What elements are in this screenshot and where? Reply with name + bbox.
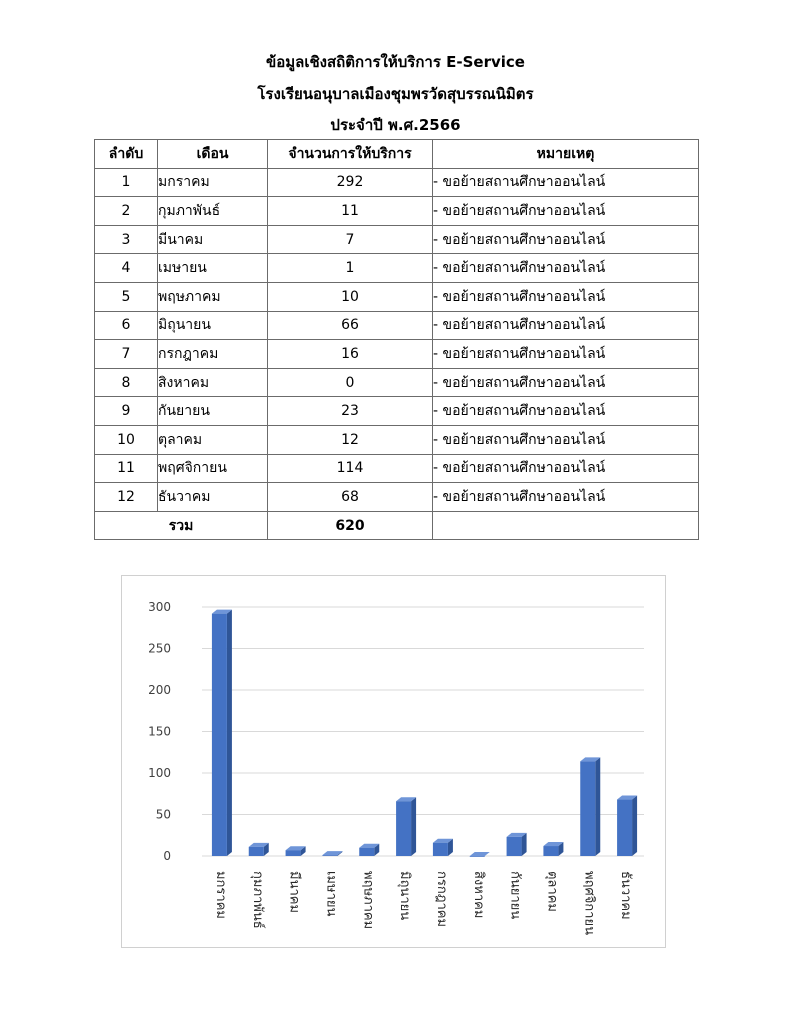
row-month: กันยายน [158, 397, 268, 426]
row-count: 10 [268, 282, 433, 311]
table-row [95, 225, 699, 254]
table-header-row [95, 140, 699, 169]
total-label: รวม [95, 511, 268, 540]
bar-side [522, 833, 527, 856]
row-note: - ขอย้ายสถานศึกษาออนไลน์ [433, 483, 699, 512]
row-month: พฤศจิกายน [158, 454, 268, 483]
row-number: 4 [95, 254, 158, 283]
y-tick-label: 300 [148, 600, 171, 614]
bar [470, 856, 485, 857]
row-count: 7 [268, 225, 433, 254]
column-header-month: เดือน [158, 140, 268, 169]
table-row [95, 483, 699, 512]
bar [286, 850, 301, 856]
row-number: 3 [95, 225, 158, 254]
bar [433, 843, 448, 856]
table-body [95, 168, 699, 511]
column-header-note: หมายเหตุ [433, 140, 699, 169]
x-tick-label: กุมภาพันธ์ [249, 871, 265, 929]
x-tick-label: สิงหาคม [470, 871, 486, 919]
row-number: 7 [95, 340, 158, 369]
bar-side [227, 610, 232, 856]
row-month: กรกฎาคม [158, 340, 268, 369]
x-tick-label: เมษายน [323, 871, 339, 917]
row-month: ธันวาคม [158, 483, 268, 512]
table-row [95, 425, 699, 454]
bar [507, 837, 522, 856]
table-row [95, 254, 699, 283]
table-row [95, 282, 699, 311]
x-tick-label: ตุลาคม [544, 871, 560, 912]
row-number: 9 [95, 397, 158, 426]
column-header-number: ลำดับ [95, 140, 158, 169]
row-count: 23 [268, 397, 433, 426]
row-note: - ขอย้ายสถานศึกษาออนไลน์ [433, 282, 699, 311]
y-tick-label: 250 [148, 641, 171, 656]
column-header-count: จำนวนการให้บริการ [268, 140, 433, 169]
row-note: - ขอย้ายสถานศึกษาออนไลน์ [433, 311, 699, 340]
total-row [95, 511, 699, 540]
report-title: ข้อมูลเชิงสถิติการให้บริการ E-Service [266, 53, 525, 71]
row-month: มีนาคม [158, 225, 268, 254]
y-tick-label: 150 [148, 724, 171, 739]
chart-canvas [122, 576, 665, 947]
row-count: 66 [268, 311, 433, 340]
row-month: กุมภาพันธ์ [158, 197, 268, 226]
y-tick-label: 200 [148, 683, 171, 697]
report-year: ประจำปี พ.ศ.2566 [330, 116, 461, 134]
row-count: 16 [268, 340, 433, 369]
x-tick-label: พฤศจิกายน [581, 871, 597, 935]
x-tick-label: มกราคม [212, 871, 228, 919]
row-month: ตุลาคม [158, 425, 268, 454]
row-month: มิถุนายน [158, 311, 268, 340]
row-count: 114 [268, 454, 433, 483]
table-row [95, 397, 699, 426]
table-row [95, 368, 699, 397]
row-note: - ขอย้ายสถานศึกษาออนไลน์ [433, 454, 699, 483]
row-note: - ขอย้ายสถานศึกษาออนไลน์ [433, 254, 699, 283]
bar [359, 848, 374, 856]
row-number: 12 [95, 483, 158, 512]
row-note: - ขอย้ายสถานศึกษาออนไลน์ [433, 340, 699, 369]
row-note: - ขอย้ายสถานศึกษาออนไลน์ [433, 197, 699, 226]
bar [617, 800, 632, 856]
row-note: - ขอย้ายสถานศึกษาออนไลน์ [433, 168, 699, 197]
x-tick-label: กันยายน [507, 871, 523, 920]
row-count: 68 [268, 483, 433, 512]
row-month: สิงหาคม [158, 368, 268, 397]
row-note: - ขอย้ายสถานศึกษาออนไลน์ [433, 397, 699, 426]
bar [249, 847, 264, 856]
x-tick-label: ธันวาคม [618, 871, 634, 920]
row-number: 11 [95, 454, 158, 483]
row-number: 5 [95, 282, 158, 311]
total-note-cell [433, 511, 699, 540]
row-number: 1 [95, 168, 158, 197]
table-row [95, 340, 699, 369]
table-row [95, 454, 699, 483]
bar-top [470, 852, 490, 856]
x-tick-label: พฤษภาคม [360, 871, 376, 930]
y-tick-label: 0 [163, 849, 171, 863]
row-count: 12 [268, 425, 433, 454]
bar [322, 855, 337, 856]
row-month: มกราคม [158, 168, 268, 197]
row-month: เมษายน [158, 254, 268, 283]
x-tick-label: มีนาคม [286, 871, 302, 914]
row-number: 6 [95, 311, 158, 340]
row-number: 2 [95, 197, 158, 226]
bar [543, 846, 558, 856]
row-note: - ขอย้ายสถานศึกษาออนไลน์ [433, 225, 699, 254]
row-count: 11 [268, 197, 433, 226]
y-tick-label: 100 [148, 766, 171, 780]
bar-side [411, 797, 416, 856]
bar-side [595, 757, 600, 856]
table-row [95, 168, 699, 197]
x-tick-label: มิถุนายน [397, 871, 413, 921]
total-value: 620 [268, 511, 433, 540]
bar-side [632, 796, 637, 856]
row-note: - ขอย้ายสถานศึกษาออนไลน์ [433, 368, 699, 397]
row-count: 1 [268, 254, 433, 283]
row-number: 8 [95, 368, 158, 397]
bar [212, 614, 227, 856]
bar [396, 801, 411, 856]
bar-chart [121, 575, 666, 948]
row-note: - ขอย้ายสถานศึกษาออนไลน์ [433, 425, 699, 454]
bar-top [322, 851, 342, 855]
row-count: 292 [268, 168, 433, 197]
bar [580, 761, 595, 856]
table-row [95, 197, 699, 226]
table-row [95, 311, 699, 340]
school-name: โรงเรียนอนุบาลเมืองชุมพรวัดสุบรรณนิมิตร [257, 85, 534, 103]
row-number: 10 [95, 425, 158, 454]
row-month: พฤษภาคม [158, 282, 268, 311]
x-tick-label: กรกฎาคม [433, 871, 449, 928]
y-tick-label: 50 [155, 807, 171, 822]
statistics-table [94, 139, 699, 540]
row-count: 0 [268, 368, 433, 397]
